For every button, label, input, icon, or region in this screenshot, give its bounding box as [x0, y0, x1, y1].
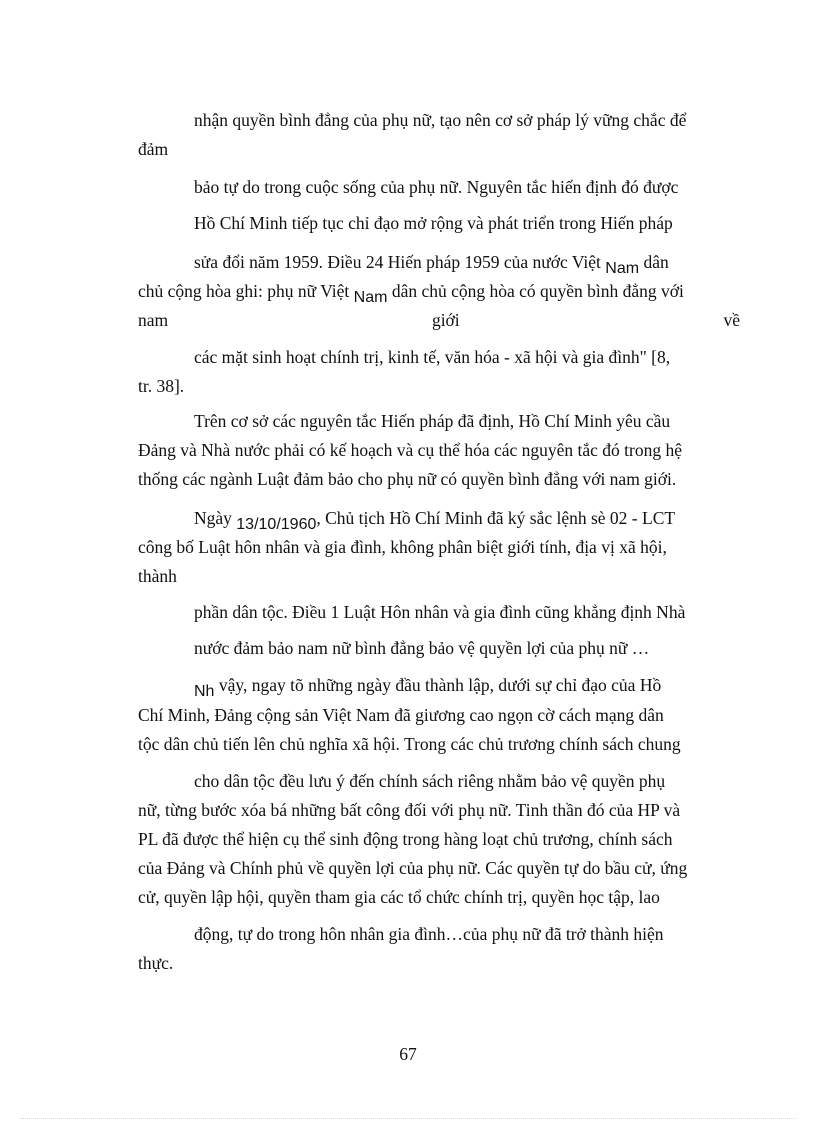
text-line [138, 280, 740, 304]
text-line: thành [138, 566, 177, 586]
text-line: nhận quyền bình đẳng của phụ nữ, tạo nên cơ sở pháp lý vững chắc để [194, 110, 687, 130]
text-line: tộc dân chủ tiến lên chủ nghĩa xã hội. Trong các chủ trương chính sách chung [138, 734, 681, 754]
text-line: thực. [138, 953, 174, 973]
text-line: bảo tự do trong cuộc sống của phụ nữ. Nguyên tắc hiến định đó được [194, 177, 679, 197]
text-line: đảm [138, 139, 169, 159]
text-line: cho dân tộc đều lưu ý đến chính sách riêng nhằm bảo vệ quyền phụ [194, 771, 666, 791]
text-line: thống các ngành Luật đảm bảo cho phụ nữ có quyền bình đẳng với nam giới. [138, 469, 677, 489]
text-line [194, 251, 740, 275]
text-segment: Ngày [194, 508, 232, 528]
text-line [194, 507, 740, 531]
page-number: 67 [399, 1044, 417, 1064]
text-segment: dân [643, 252, 669, 272]
text-line: tr. 38]. [138, 376, 185, 396]
text-segment: nam [138, 310, 169, 330]
text-line: Chí Minh, Đảng cộng sản Việt Nam đã giương cao ngọn cờ cách mạng dân [138, 705, 664, 725]
text-segment: chủ cộng hòa ghi: phụ nữ Việt [138, 281, 350, 301]
text-segment: Nam [605, 260, 640, 277]
text-line: phần dân tộc. Điều 1 Luật Hôn nhân và gia đình cũng khẳng định Nhà [194, 602, 686, 622]
text-line: nữ, từng bước xóa bá những bất công đối với phụ nữ. Tinh thần đó của HP và [138, 800, 681, 820]
text-segment: Nh [194, 683, 215, 700]
text-line: Trên cơ sở các nguyên tắc Hiến pháp đã định, Hồ Chí Minh yêu cầu [194, 411, 671, 431]
text-segment: về [723, 310, 740, 330]
text-line: nước đảm bảo nam nữ bình đẳng bảo vệ quyền lợi của phụ nữ … [194, 638, 650, 658]
text-line: Hồ Chí Minh tiếp tục chỉ đạo mở rộng và phát triển trong Hiến pháp [194, 213, 673, 233]
text-line: Đảng và Nhà nước phải có kế hoạch và cụ thể hóa các nguyên tắc đó trong hệ [138, 440, 683, 460]
text-segment: dân chủ cộng hòa có quyền bình đẳng với [391, 281, 684, 301]
text-line [138, 309, 740, 331]
text-segment: , Chủ tịch Hồ Chí Minh đã ký sắc lệnh sè 02 - LCT [316, 508, 676, 528]
text-line: cử, quyền lập hội, quyền tham gia các tổ chức chính trị, quyền học tập, lao [138, 887, 660, 907]
text-segment: vậy, ngay tõ những ngày đầu thành lập, dưới sự chỉ đạo của Hồ [218, 675, 662, 695]
text-line [194, 674, 740, 698]
text-line: PL đã được thể hiện cụ thể sinh động trong hàng loạt chủ trương, chính sách [138, 829, 673, 849]
text-line: động, tự do trong hôn nhân gia đình…của phụ nữ đã trở thành hiện [194, 924, 664, 944]
text-segment: 13/10/1960 [236, 516, 317, 533]
text-segment: sửa đổi năm 1959. Điều 24 Hiến pháp 1959 của nước Việt [194, 252, 601, 272]
text-segment: Nam [353, 289, 388, 306]
text-line: các mặt sinh hoạt chính trị, kinh tế, văn hóa - xã hội và gia đình" [8, [194, 347, 671, 367]
text-segment: giới [431, 310, 460, 330]
text-line: của Đảng và Chính phủ về quyền lợi của phụ nữ. Các quyền tự do bầu cử, ứng [138, 858, 688, 878]
page-bottom-divider [20, 1118, 796, 1119]
text-line: công bố Luật hôn nhân và gia đình, không phân biệt giới tính, địa vị xã hội, [138, 537, 667, 557]
